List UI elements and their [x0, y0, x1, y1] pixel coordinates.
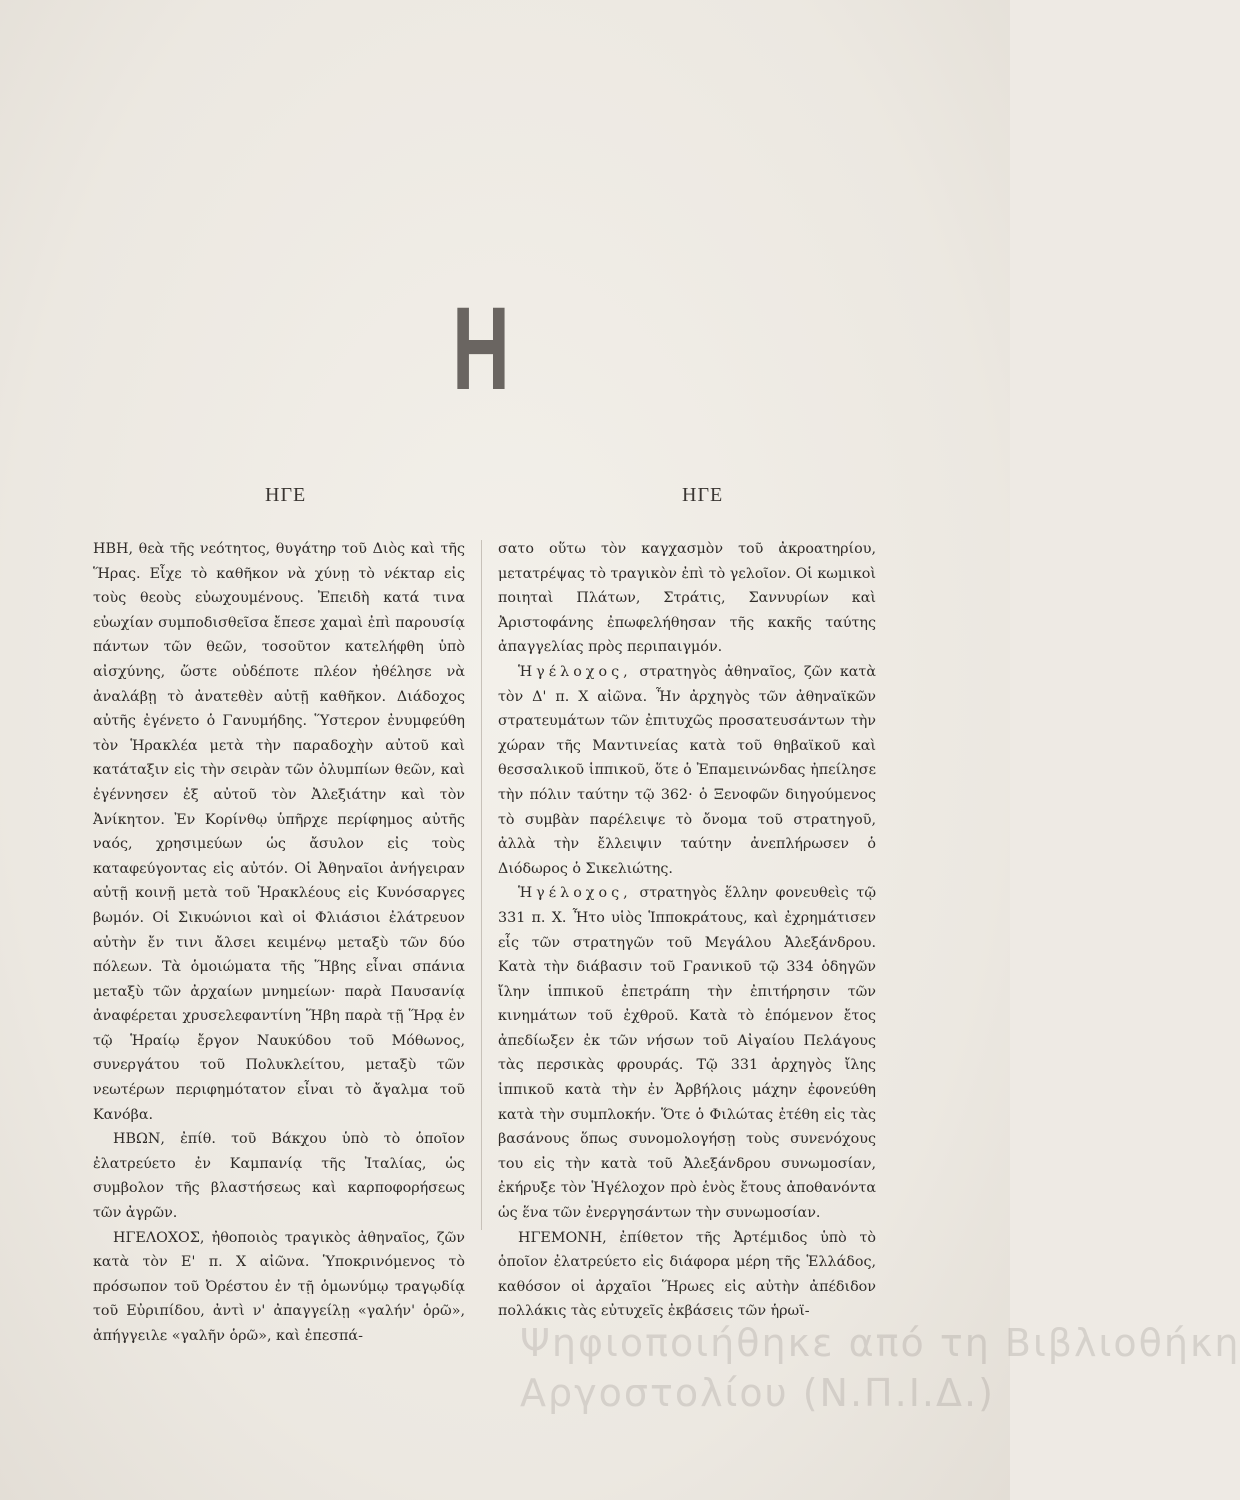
entry-hegelochos-general-2 — [498, 881, 876, 1225]
left-column — [93, 537, 465, 1349]
entry-hegemone: ΗΓΕΜΟΝΗ, ἐπίθετον τῆς Ἀρτέμιδος ὑπὸ τὸ ὁποῖον ἐλατρεύετο εἰς διάφορα μέρη τῆς Ἑλλάδος, καθόσον οἱ ἀρχαῖοι Ἥρωες εἰς αὐτὴν ἀπέδιδον πολλάκις τὰς εὐτυχεῖς ἐκβάσεις τῶν ἡρωϊ- — [498, 1229, 876, 1320]
watermark-line-2: Αργοστολίου (Ν.Π.Ι.Δ.) — [520, 1371, 995, 1415]
section-initial-letter: Η — [452, 283, 510, 415]
entry-continuation: σατο οὕτω τὸν καγχασμὸν τοῦ ἀκροατηρίου, μετατρέψας τὸ τραγικὸν ἐπὶ τὸ γελοῖον. Οἱ κωμικοὶ ποιηταὶ Πλάτων, Στράτις, Σαννυρίων καὶ Ἀριστοφάνης ἐπωφελήθησαν τῆς κακῆς ταύτης ἀπαγγελίας πρὸς περιπαιγμόν. — [498, 541, 876, 656]
entry-headword: Ἡγέλοχος, — [518, 885, 632, 902]
entry-text: στρατηγὸς ἕλλην φονευθεὶς τῷ 331 π. Χ. Ἦτο υἱὸς Ἱπποκράτους, καὶ ἐχρημάτισεν εἷς τῶν στρατηγῶν τοῦ Μεγάλου Ἀλεξάνδρου. Κατὰ τὴν διάβασιν τοῦ Γρανικοῦ τῷ 334 ὁδηγῶν ἴλην ἱππικοῦ ἐπετράπη τὴν ἐπιτήρησιν τῶν κινημάτων τοῦ ἐχθροῦ. Κατὰ τὸ ἑπόμενον ἔτος ἀπεδίωξεν ἐκ τῶν νήσων τοῦ Αἰγαίου Πελάγους τὰς περσικὰς φρουράς. Τῷ 331 ἀρχηγὸς ἴλης ἱππικοῦ κατὰ τὴν ἐν Ἀρβήλοις μάχην ἐφονεύθη κατὰ τὴν συμπλοκήν. Ὅτε ὁ Φιλώτας ἐτέθη εἰς τὰς βασάνους ὅπως συνομολογήσῃ τοὺς συνενόχους του εἰς τὴν κατὰ τοῦ Ἀλεξάνδρου συνωμοσίαν, ἐκήρυξε τὸν Ἡγέλοχον πρὸ ἑνὸς ἔτους ἀποθανόντα ὡς ἕνα τῶν ἐνεργησάντων τὴν συνωμοσίαν. — [498, 885, 876, 1222]
entry-headword: Ἡγέλοχος, — [518, 663, 632, 680]
column-divider — [481, 540, 482, 1230]
entry-hegelochos-general-1 — [498, 660, 876, 881]
entry-hebe: ΗΒΗ, θεὰ τῆς νεότητος, θυγάτηρ τοῦ Διὸς καὶ τῆς Ἥρας. Εἶχε τὸ καθῆκον νὰ χύνῃ τὸ νέκταρ εἰς τοὺς θεοὺς εὐωχουμένους. Ἐπειδὴ κατά τινα εὐωχίαν συμποδισθεῖσα ἔπεσε χαμαὶ ἐπὶ παρουσίᾳ πάντων τῶν θεῶν, τοσοῦτον κατελήφθη ὑπὸ αἰσχύνης, ὥστε οὐδέποτε πλέον ἠθέλησε νὰ ἀναλάβῃ τὸ ἀνατεθὲν αὐτῇ καθῆκον. Διάδοχος αὐτῆς ἐγένετο ὁ Γανυμήδης. Ὕστερον ἐνυμφεύθη τὸν Ἡρακλέα μετὰ τὴν παραδοχὴν αὐτοῦ καὶ κατάταξιν εἰς τὴν σειρὰν τῶν ὀλυμπίων θεῶν, καὶ ἐγέννησεν ἐξ αὐτοῦ τὸν Ἀλεξιάτην καὶ τὸν Ἀνίκητον. Ἐν Κορίνθῳ ὑπῆρχε περίφημος αὐτῆς ναός, χρησιμεύων ὡς ἄσυλον εἰς τοὺς καταφεύγοντας εἰς αὐτόν. Οἱ Ἀθηναῖοι ἀνήγειραν αὐτῇ κοινῇ μετὰ τοῦ Ἡρακλέους εἰς Κυνόσαργες βωμόν. Οἱ Σικυώνιοι καὶ οἱ Φλιάσιοι ἐλάτρευον αὐτὴν ἔν τινι ἄλσει κειμένῳ μεταξὺ τῶν δύο πόλεων. Τὰ ὁμοιώματα τῆς Ἥβης εἶναι σπάνια μεταξὺ τῶν ἀρχαίων μνημείων· παρὰ Παυσανίᾳ ἀναφέρεται χρυσελεφαντίνη Ἥβη παρὰ τῇ Ἥρᾳ ἐν τῷ Ἡραίῳ ἔργον Ναυκύδου τοῦ Μόθωνος, συνεργάτου τοῦ Πολυκλείτου, μεταξὺ τῶν νεωτέρων περιφημότατον εἶναι τὸ ἄγαλμα τοῦ Κανόβα. — [93, 541, 465, 1123]
running-head-left: ΗΓΕ — [265, 484, 307, 506]
entry-hebon: ΗΒΩΝ, ἐπίθ. τοῦ Βάκχου ὑπὸ τὸ ὁποῖον ἐλατρεύετο ἐν Καμπανίᾳ τῆς Ἰταλίας, ὡς συμβολον τῆς βλαστήσεως καὶ καρποφορήσεως τῶν ἀγρῶν. — [93, 1131, 465, 1222]
running-head-right: ΗΓΕ — [682, 484, 724, 506]
right-column — [498, 537, 876, 1324]
entry-text: στρατηγὸς ἀθηναῖος, ζῶν κατὰ τὸν Δ' π. Χ αἰῶνα. Ἦν ἀρχηγὸς τῶν ἀθηναϊκῶν στρατευμάτων τῶν ἐπιτυχῶς προσατευσάντων τὴν χώραν τῆς Μαντινείας κατὰ τοῦ θηβαϊκοῦ καὶ θεσσαλικοῦ ἱππικοῦ, ὅτε ὁ Ἐπαμεινώνδας ἠπείλησε τὴν πόλιν ταύτην τῷ 362· ὁ Ξενοφῶν διηγούμενος τὸ συμβὰν παρέλειψε τὸ ὄνομα τοῦ στρατηγοῦ, ἀλλὰ τὴν ἔλλειψιν ταύτην ἀνεπλήρωσεν ὁ Διόδωρος ὁ Σικελιώτης. — [498, 663, 876, 877]
library-watermark — [520, 1318, 1240, 1418]
watermark-line-1: Ψηφιοποιήθηκε από τη Βιβλιοθήκη — [520, 1321, 1240, 1365]
entry-hegelochos-actor: ΗΓΕΛΟΧΟΣ, ἠθοποιὸς τραγικὸς ἀθηναῖος, ζῶν κατὰ τὸν Ε' π. Χ αἰῶνα. Ὑποκρινόμενος τὸ πρόσωπον τοῦ Ὀρέστου ἐν τῇ ὁμωνύμῳ τραγῳδίᾳ τοῦ Εὐριπίδου, ἀντὶ ν' ἀπαγγείλῃ «γαλήν' ὁρῶ», ἀπήγγειλε «γαλῆν ὁρῶ», καὶ ἐπεσπά- — [93, 1229, 465, 1344]
